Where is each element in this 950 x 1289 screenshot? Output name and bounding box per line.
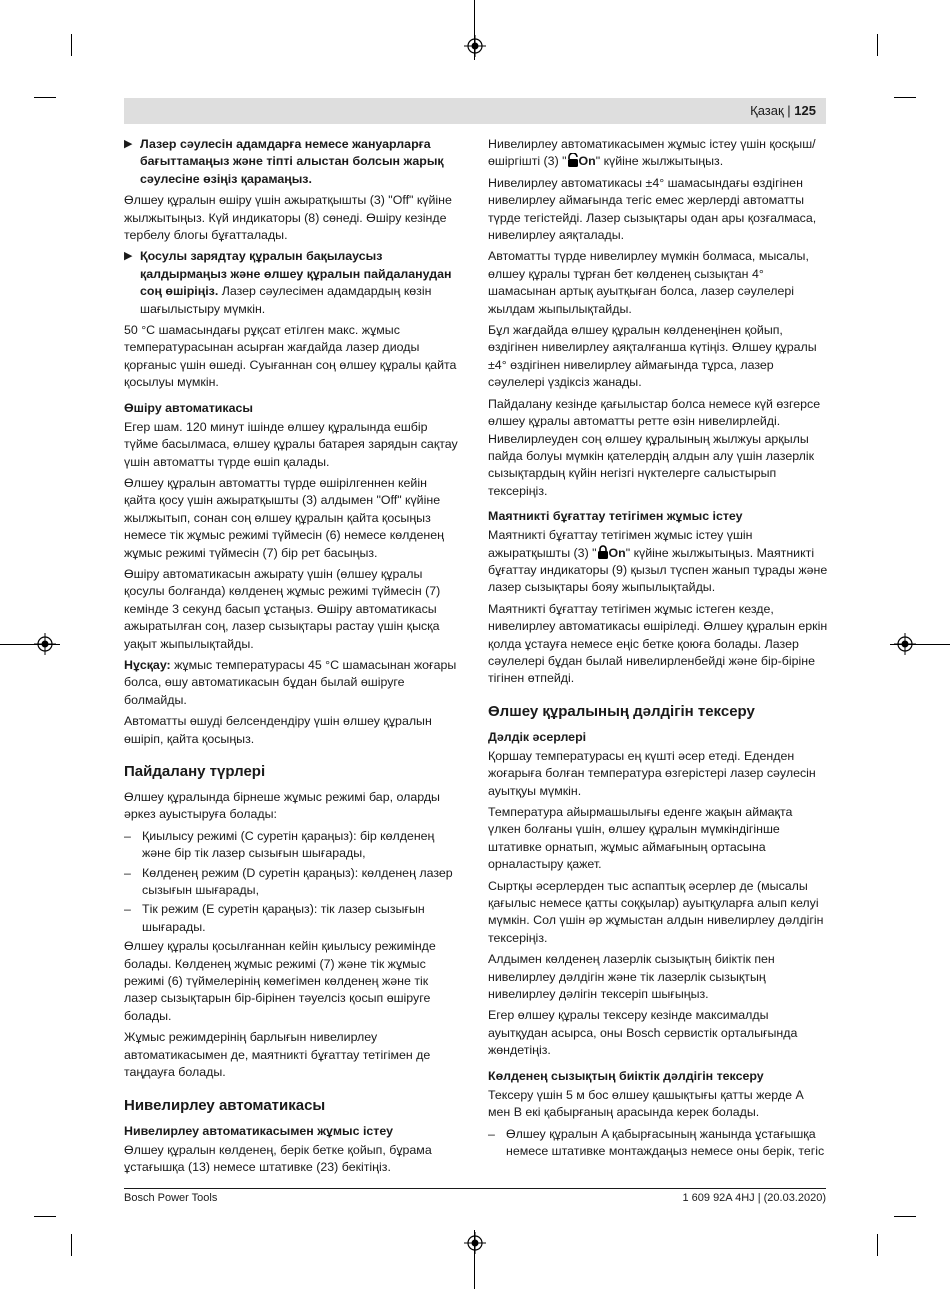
paragraph: Автоматты түрде нивелирлеу мүмкін болмаса, мысалы, өлшеу құралы тұрған бет көлденең сызықтан 4° шамасынан артық ауытқыған болса, лазер сәулелері жылдам жыпылықтайды. — [488, 249, 809, 316]
footer-doc-number: 1 609 92A 4HJ | (20.03.2020) — [682, 1192, 826, 1204]
registration-mark-icon — [464, 1232, 486, 1254]
page-header — [124, 98, 826, 124]
list-item: – Тік режим (E суретін қараңыз): тік лазер сызығын шығарады. — [124, 902, 425, 934]
note-label: Нұсқау: — [124, 657, 171, 672]
warning-detail: Лазер сәулесімен адамдардың көзін шағылыстыру мүмкін. — [140, 284, 432, 316]
warning-bullet — [124, 248, 460, 318]
section-heading: Дәлдік әсерлері — [488, 729, 587, 744]
paragraph: Өлшеу құралын көлденең, берік бетке қойып, бұрама ұстағышқа (13) немесе штативке (23) бекітіңіз. — [124, 1142, 432, 1174]
paragraph: Өлшеу құралында бірнеше жұмыс режимі бар, оларды әркез ауыстыруға болады: — [124, 790, 440, 822]
note-paragraph — [124, 657, 460, 709]
crop-mark — [71, 34, 72, 56]
list-item: – Өлшеу құралын A қабырғасының жанында ұстағышқа немесе штативке монтаждаңыз немесе оны берік, тегіс — [488, 1126, 825, 1158]
footer-brand: Bosch Power Tools — [124, 1192, 218, 1204]
right-column — [488, 136, 828, 1162]
header-text: Қазақ | 125 — [750, 103, 816, 118]
section-heading: Өшіру автоматикасы — [124, 400, 253, 415]
warning-text: Қосулы зарядтау құралын бақылаусыз қалдырмаңыз және өлшеу құралын пайдаланудан соң өшіріңіз. — [140, 249, 452, 299]
paragraph: Автоматты өшуді белсендендіру үшін өлшеу құралын өшіріп, қайта қосыңыз. — [124, 714, 432, 746]
paragraph: Егер шам. 120 минут ішінде өлшеу құралында ешбір түйме басылмаса, өлшеу құралы батарея зарядын сақтау үшін автоматты түрде өшіп қалады. — [124, 419, 458, 469]
paragraph: Бұл жағдайда өлшеу құралын көлденеңінен қойып, өздігінен нивелирлеу аяқталғанша күтіңіз. Өлшеу құралы ±4° өздігінен нивелирлеу аймағында тұрса, лазер сәулелері үздіксіз жанады. — [488, 323, 817, 390]
paragraph: Өлшеу құралын автоматты түрде өшірілгеннен кейін қайта қосу үшін ажыратқышты (3) алдымен "Off" күйіне жылжытып, сонан соң өлшеу құралын қайта қосыңыз немесе тік жұмыс режимі түймесін (6) немесе көлденең жұмыс режимі түймесін (7) бір рет басыңыз. — [124, 475, 445, 560]
paragraph: Өлшеу құралы қосылғаннан кейін қиылысу режимінде болады. Көлденең жұмыс режимі (7) және тік жұмыс режимі (6) түймелерінің көмегімен көлденең және тік лазер сызықтарын бір-бірінен тәуелсіз қосып өшіруге болады. — [124, 939, 436, 1023]
paragraph: Егер өлшеу құралы тексеру кезінде максималды ауытқудан асырса, оны Bosch сервистік орталығында жөндетіңіз. — [488, 1008, 798, 1058]
lock-open-icon — [567, 153, 579, 167]
paragraph: Пайдалану кезінде қағылыстар болса немесе күй өзгерсе өлшеу құралы автоматты ретте өзін нивелирлейді. Нивелирлеуден соң өлшеу құралының жылжуы арқылы пайда болуы мүмкін қателердің алдын алу үшін лазерлік сызықтардың күйін негізгі нүктелерге салыстырып тексеріңіз. — [488, 396, 821, 498]
crop-mark — [877, 1234, 878, 1256]
footer-divider — [124, 1188, 826, 1189]
paragraph: Температура айырмашылығы еденге жақын аймақта үлкен болғаны үшін, өлшеу құралын мүмкіндігінше штативке орнатып, жұмыс аймағының ортасына орналастыру қажет. — [488, 805, 793, 872]
arrow-bullet-icon: ▶ — [124, 138, 133, 150]
section-heading: Нивелирлеу автоматикасымен жұмыс істеу — [124, 1123, 393, 1138]
paragraph: Нивелирлеу автоматикасы ±4° шамасындағы өздігінен нивелирлеу аймағында тегіс емес жерлерді автоматты түрде тегістейді. Лазер сызықтары одан ары қозғалмаса, нивелирлеу аяқталады. — [488, 175, 817, 243]
paragraph: Жұмыс режимдерінің барлығын нивелирлеу автоматикасымен де, маятникті бұғаттау тетігімен де таңдауға болады. — [124, 1030, 431, 1080]
section-title: Өлшеу құралының дәлдігін тексеру — [488, 702, 755, 720]
left-column — [124, 136, 460, 1180]
header-language: Қазақ — [750, 103, 784, 118]
paragraph: 50 °C шамасындағы рұқсат етілген макс. жұмыс температурасынан асырған жағдайда лазер диоды қорғаныс үшін өшеді. Суығаннан соң өлшеу құралы қайта қосылуы мүмкін. — [124, 323, 457, 390]
note-text: жұмыс температурасы 45 °C шамасынан жоғары болса, өшу автоматикасын бұдан былай өшіруге болмайды. — [124, 657, 457, 707]
list-item: – Қиылысу режимі (C суретін қараңыз): бір көлденең және бір тік лазер сызығын шығарады, — [124, 828, 435, 861]
arrow-bullet-icon: ▶ — [124, 250, 133, 263]
crop-mark — [71, 1234, 72, 1256]
crop-mark — [34, 1216, 56, 1217]
paragraph: Өшіру автоматикасын ажырату үшін (өлшеу құралы қосулы болғанда) көлденең жұмыс режимі түймесін (7) кемінде 3 секунд басып ұстаңыз. Өшіру автоматикасы ажыратылған соң, лазер сызықтары растау үшін қысқа уақыт жыпылықтайды. — [124, 566, 441, 651]
section-title: Нивелирлеу автоматикасы — [124, 1096, 326, 1114]
crop-mark — [877, 34, 878, 56]
warning-bullet — [124, 136, 460, 188]
registration-mark-icon — [34, 633, 56, 655]
crop-mark — [34, 97, 56, 98]
paragraph: Нивелирлеу автоматикасымен жұмыс істеу үшін қосқыш/өшіргішті (3) " On" күйіне жылжытыңыз. — [488, 137, 816, 169]
paragraph: Қоршау температурасы ең күшті әсер етеді. Еденден жоғарыға болған температура өзгерістері лазер сәулесін ауытқуы мүмкін. — [488, 748, 816, 798]
paragraph: Сыртқы әсерлерден тыс аспаптық әсерлер де (мысалы қағылыс немесе қатты соққылар) ауытқуларға алып келуі мүмкін. Сол үшін әр жұмыстан алдын нивелирлеу дәлдігін тексеріңіз. — [488, 878, 824, 945]
paragraph: Өлшеу құралын өшіру үшін ажыратқышты (3) "Off" күйіне жылжытыңыз. Күй индикаторы (8) сөнеді. Өшіру кезінде тербелу блогы бұғатталады. — [124, 193, 452, 243]
crop-mark — [894, 97, 916, 98]
paragraph: Тексеру үшін 5 м бос өлшеу қашықтығы қатты жерде A мен B екі қабырғаның арасында керек болады. — [488, 1087, 804, 1120]
paragraph: Маятникті бұғаттау тетігімен жұмыс істеген кезде, нивелирлеу автоматикасы өшіріледі. Өлшеу құралын еркін қолда ұстауға немесе еңіс бетке қоюға болады. Лазер сәулелері бұдан былай нивелирленбейді және бір-біріне тігінен өтпейді. — [488, 601, 828, 686]
section-heading: Көлденең сызықтың биіктік дәлдігін тексеру — [488, 1068, 764, 1083]
paragraph: Алдымен көлденең лазерлік сызықтың биіктік пен нивелирлеу дәлдігін және тік лазерлік сызықтың нивелирлеу дәлігін тексеріп шығыңыз. — [488, 952, 775, 1002]
section-heading: Маятникті бұғаттау тетігімен жұмыс істеу — [488, 509, 743, 524]
section-title: Пайдалану түрлері — [124, 763, 266, 780]
lock-closed-icon — [597, 545, 609, 559]
registration-mark-icon — [464, 35, 486, 57]
crop-mark — [894, 1216, 916, 1217]
paragraph: Маятникті бұғаттау тетігімен жұмыс істеу үшін ажыратқышты (3) " On" күйіне жылжытыңыз. Маятникті бұғаттау индикаторы (9) қызыл түспен жанып тұрады және лазер сызықтары бояу жыпылықтайды. — [488, 528, 828, 595]
warning-text: Лазер сәулесін адамдарға немесе жануарларға бағыттамаңыз және тіпті алыстан болсын жарық сәулесіне өзіңіз қарамаңыз. — [140, 137, 444, 186]
page-number: 125 — [794, 103, 816, 118]
registration-mark-icon — [894, 633, 916, 655]
list-item: – Көлденең режим (D суретін қараңыз): көлденең лазер сызығын шығарады, — [124, 865, 453, 898]
